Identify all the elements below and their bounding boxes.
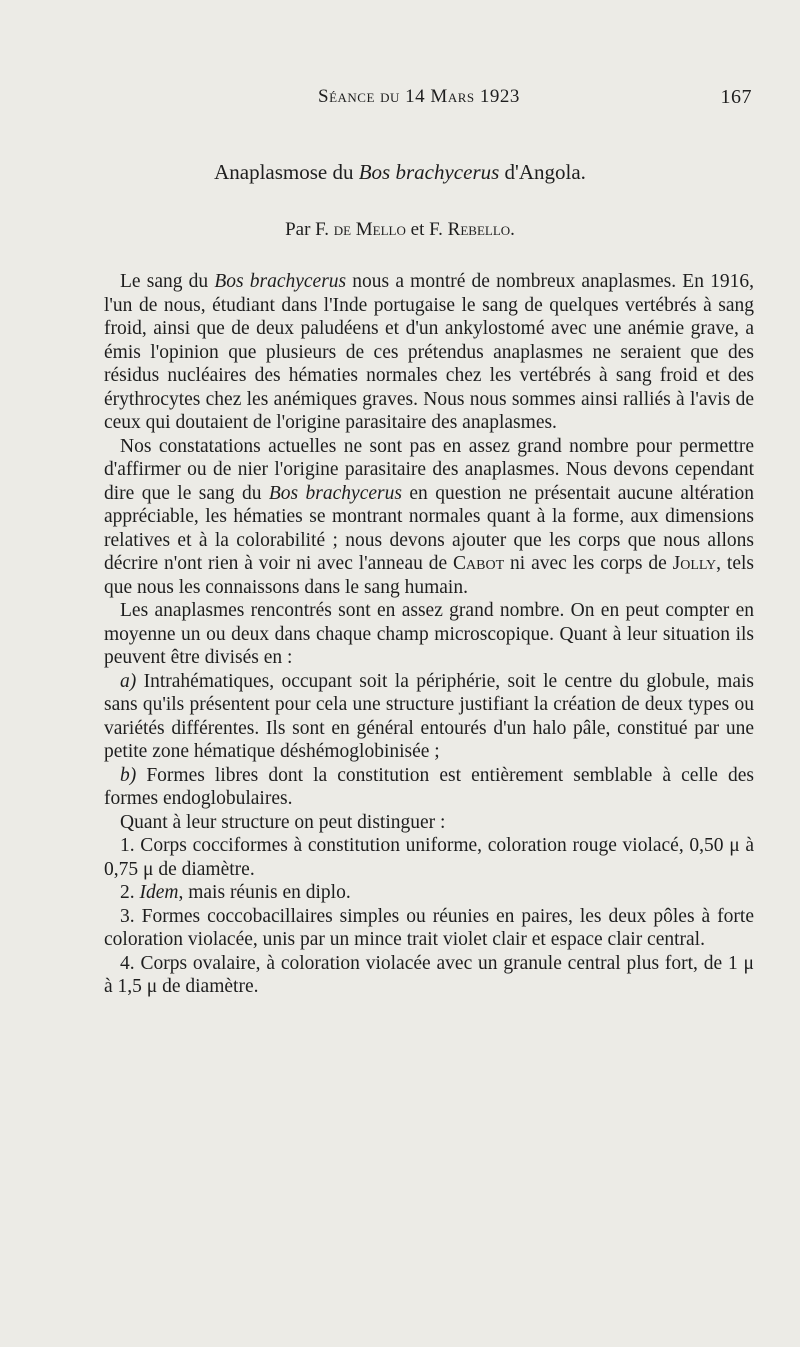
paragraph: Quant à leur structure on peut distinguer : xyxy=(120,811,446,833)
text-run: en question ne présentait aucune altération appréciable, les hématies se montrant normales quant à la forme, aux dimensions relatives et à la colorabilité ; nous devons ajouter que les corps que nous allons décrire n'ont rien à voir ni avec l'anneau de xyxy=(104,482,754,574)
running-head xyxy=(318,86,752,108)
title-prefix: Anaplasmose du xyxy=(214,160,359,184)
paragraph: Les anaplasmes rencontrés sont en assez grand nombre. On en peut compter en moyenne un ou deux dans chaque champ microscopique. Quant à leur situation ils peuvent être divisés en : xyxy=(104,600,754,668)
paragraph xyxy=(104,764,754,811)
text-run: nous a montré de nombreux anaplasmes. En 1916, l'un de nous, étudiant dans l'Inde portugaise le sang de quelques vertébrés à sang froid, ainsi que de deux paludéens et d'un ankylostomé avec une anémie grave, a émis l'opinion que plusieurs de ces prétendus anaplasmes ne seraient que des résidus nucléaires des hématies normales chez les vertébrés à sang froid et des érythrocytes chez les anémiques graves. Nous nous sommes ainsi ralliés à l'avis de ceux qui doutaient de l'origine parasitaire des anaplasmes. xyxy=(104,271,754,433)
paragraph xyxy=(104,270,754,435)
text-run: 2. xyxy=(120,882,140,903)
author-name: Cabot xyxy=(453,553,505,574)
italic-word: Idem xyxy=(139,882,179,903)
author-1: de Mello xyxy=(333,219,406,240)
species-name: Bos brachycerus xyxy=(268,482,402,504)
byline-prefix: Par F. xyxy=(285,219,334,240)
species-name: Bos brachycerus xyxy=(214,271,347,292)
paragraph xyxy=(104,435,754,600)
article-title xyxy=(0,160,800,185)
paragraph: 4. Corps ovalaire, à coloration violacée avec un granule central plus fort, de 1 μ à 1,5 μ de diamètre. xyxy=(104,952,754,997)
author-name: Jolly xyxy=(672,553,717,574)
byline xyxy=(0,219,800,241)
list-label: b) xyxy=(120,764,137,786)
text-run: Intrahématiques, occupant soit la périphérie, soit le centre du globule, mais sans qu'ils présentent pour cela une structure justifiant la création de deux types ou variétés différentes. Ils sont en général entourés d'un halo pâle, constitué par une petite zone hématique déshémoglobinisée ; xyxy=(104,670,754,762)
text-run: , tels que nous les connaissons dans le sang humain. xyxy=(104,553,754,598)
text-run: ni avec les corps de xyxy=(504,553,673,574)
author-2: Rebello. xyxy=(447,219,515,240)
text-run: , mais réunis en diplo. xyxy=(178,882,351,903)
article-body xyxy=(104,270,754,999)
text-run: Nos constatations actuelles ne sont pas en assez grand nombre pour permettre d'affirmer ou de nier l'origine parasitaire des anaplasmes. Nous devons cependant dire que le sang du xyxy=(104,435,754,504)
title-species: Bos brachycerus xyxy=(358,160,500,184)
list-label: a) xyxy=(120,670,137,692)
byline-and: et F. xyxy=(405,219,448,240)
paragraph: 3. Formes coccobacillaires simples ou réunies en paires, les deux pôles à forte coloration violacée, unis par un mince trait violet clair et espace clair central. xyxy=(104,905,754,950)
text-run: Le sang du xyxy=(120,271,215,292)
paragraph xyxy=(104,881,754,905)
title-suffix: d'Angola. xyxy=(499,160,586,184)
paragraph: 1. Corps cocciformes à constitution uniforme, coloration rouge violacé, 0,50 μ à 0,75 μ de diamètre. xyxy=(104,835,754,880)
text-run: Formes libres dont la constitution est entièrement semblable à celle des formes endoglobulaires. xyxy=(104,764,754,809)
paragraph xyxy=(104,670,754,764)
page-number: 167 xyxy=(720,86,752,108)
running-title: Séance du 14 Mars 1923 xyxy=(318,86,520,107)
